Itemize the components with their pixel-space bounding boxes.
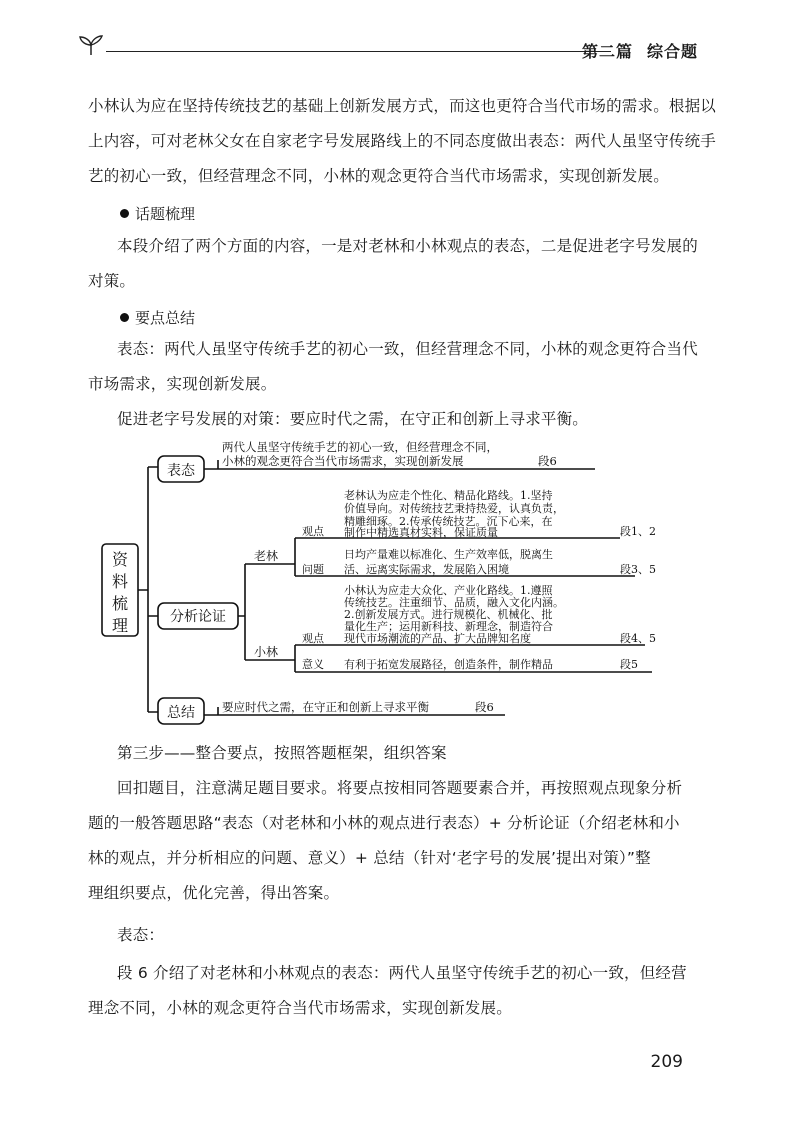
root-char: 理 xyxy=(111,616,129,635)
laolin-wenti-label: 问题 xyxy=(302,563,324,576)
body-line: 上内容，可对老林父女在自家老字号发展路线上的不同态度做出表态：两代人虽坚守传统手 xyxy=(88,132,717,150)
xiaolin-viewpoint-line: 小林认为应走大众化、产业化路线。1.遵照 xyxy=(344,584,553,597)
laolin-viewpoint-ref: 段1、2 xyxy=(620,525,656,538)
root-char: 料 xyxy=(111,572,129,591)
zongjie-ref: 段6 xyxy=(475,700,494,714)
biaotai-ref: 段6 xyxy=(538,454,557,468)
page-header xyxy=(78,34,698,64)
laolin-guandian-label: 观点 xyxy=(302,525,324,538)
body-line: 理组织要点，优化完善，得出答案。 xyxy=(88,884,340,902)
bullet-summary xyxy=(120,307,195,328)
node-xiaolin: 小林 xyxy=(254,645,279,659)
body-line: 题的一般答题思路“表态（对老林和小林的观点进行表态）+ 分析论证（介绍老林和小 xyxy=(88,814,680,832)
xiaolin-guandian-label: 观点 xyxy=(302,632,324,645)
xiaolin-viewpoint-line: 传统技艺。注重细节、品质，融入文化内涵。 xyxy=(344,596,564,609)
root-char: 资 xyxy=(111,550,129,569)
page-number: 209 xyxy=(650,1052,683,1072)
sprout-icon xyxy=(78,34,104,56)
body-line: 段 6 介绍了对老林和小林观点的表态：两代人虽坚守传统手艺的初心一致，但经营 xyxy=(117,964,687,982)
xiaolin-significance-ref: 段5 xyxy=(620,658,638,671)
bullet-label: 话题梳理 xyxy=(135,205,196,223)
body-line: 林的观点，并分析相应的问题、意义）+ 总结（针对‘老字号的发展’提出对策）”整 xyxy=(88,849,651,867)
bullet-dot-icon xyxy=(120,209,129,218)
branch-fenxi: 分析论证 xyxy=(170,609,226,625)
biaotai-line: 两代人虽坚守传统手艺的初心一致，但经营理念不同， xyxy=(222,440,498,454)
body-line: 市场需求，实现创新发展。 xyxy=(88,375,277,393)
laolin-problem-line: 日均产量难以标准化、生产效率低，脱离生 xyxy=(344,548,553,561)
branch-biaotai: 表态 xyxy=(167,463,195,479)
body-line: 促进老字号发展的对策：要应时代之需，在守正和创新上寻求平衡。 xyxy=(117,410,589,428)
header-chapter: 综合题 xyxy=(646,42,698,61)
xiaolin-viewpoint-line: 2.创新发展方式。进行规模化、机械化、批 xyxy=(344,608,553,621)
node-laolin: 老林 xyxy=(254,549,279,563)
bullet-label: 要点总结 xyxy=(135,309,196,327)
xiaolin-yiyi-label: 意义 xyxy=(302,658,324,671)
xiaolin-viewpoint-line: 量化生产；运用新科技、新理念，制造符合 xyxy=(344,620,553,633)
body-line: 本段介绍了两个方面的内容，一是对老林和小林观点的表态，二是促进老字号发展的 xyxy=(117,237,698,255)
laolin-problem-line: 活、远离实际需求，发展陷入困境 xyxy=(344,563,509,576)
body-line: 回扣题目，注意满足题目要求。将要点按相同答题要素合并，再按照观点现象分析 xyxy=(117,779,683,797)
biaotai-line: 小林的观念更符合当代市场需求，实现创新发展 xyxy=(222,454,464,468)
header-rule xyxy=(106,51,611,52)
mindmap-diagram xyxy=(90,432,690,737)
branch-zongjie: 总结 xyxy=(167,705,195,721)
header-title xyxy=(568,39,698,62)
laolin-problem-ref: 段3、5 xyxy=(620,563,656,576)
body-line: 对策。 xyxy=(88,272,136,290)
xiaolin-significance: 有利于拓宽发展路径，创造条件，制作精品 xyxy=(344,658,553,671)
root-char: 梳 xyxy=(111,594,129,613)
xiaolin-viewpoint-line: 现代市场潮流的产品、扩大品牌知名度 xyxy=(344,632,531,645)
step-heading: 第三步——整合要点，按照答题框架，组织答案 xyxy=(117,744,447,762)
laolin-viewpoint-line: 精雕细琢。2.传承传统技艺。沉下心来，在 xyxy=(344,515,553,528)
body-line: 小林认为应在坚持传统技艺的基础上创新发展方式，而这也更符合当代市场的需求。根据以 xyxy=(88,97,717,115)
bullet-dot-icon xyxy=(120,313,129,322)
body-line: 艺的初心一致，但经营理念不同，小林的观念更符合当代市场需求，实现创新发展。 xyxy=(88,167,669,185)
body-line: 表态： xyxy=(117,926,165,944)
xiaolin-viewpoint-ref: 段4、5 xyxy=(620,632,656,645)
zongjie-text: 要应时代之需，在守正和创新上寻求平衡 xyxy=(222,700,429,714)
bullet-topic xyxy=(120,203,195,224)
body-line: 表态：两代人虽坚守传统手艺的初心一致，但经营理念不同，小林的观念更符合当代 xyxy=(117,340,698,358)
laolin-viewpoint-line: 老林认为应走个性化、精品化路线。1.坚持 xyxy=(344,489,553,502)
header-section: 第二篇 xyxy=(581,42,633,61)
laolin-viewpoint-line: 价值导向。对传统技艺秉持热爱，认真负责， xyxy=(344,502,564,515)
body-line: 理念不同，小林的观念更符合当代市场需求，实现创新发展。 xyxy=(88,999,512,1017)
laolin-viewpoint-line: 制作中精选真材实料，保证质量 xyxy=(344,526,498,539)
